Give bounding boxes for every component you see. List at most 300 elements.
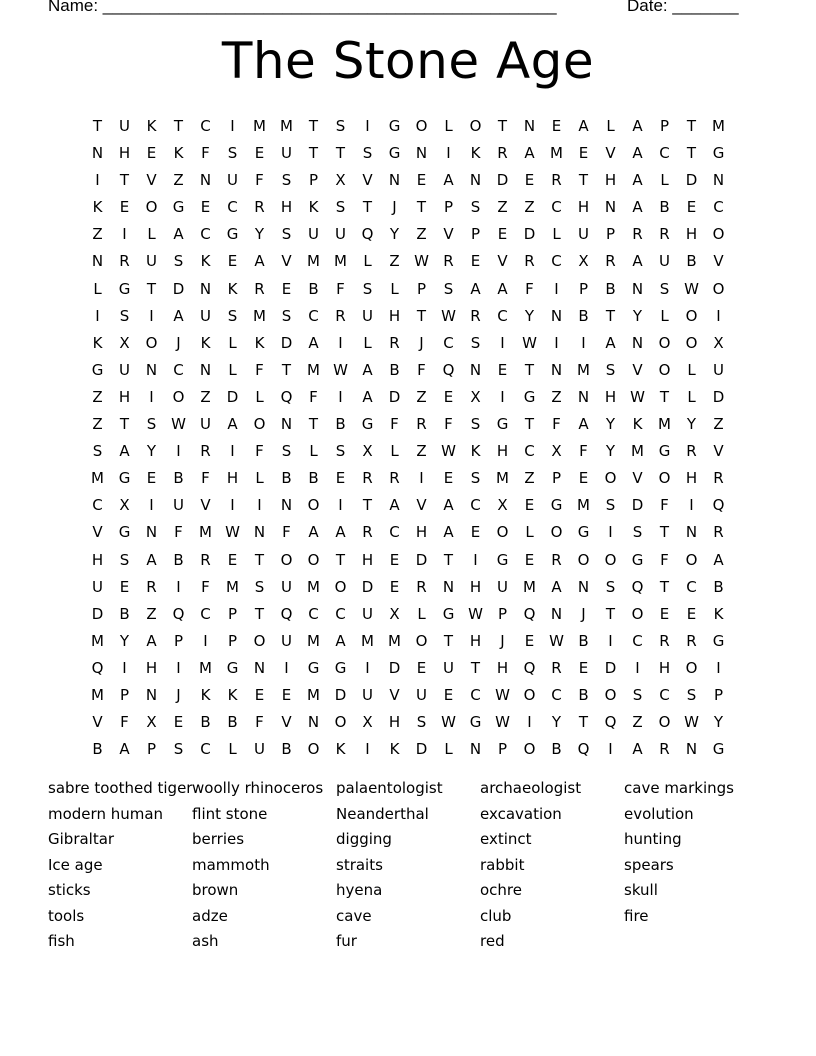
- grid-letter: L: [228, 360, 237, 379]
- grid-letter: M: [307, 252, 320, 271]
- grid-letter: V: [389, 685, 400, 704]
- grid-letter: Y: [632, 306, 643, 325]
- grid-letter: F: [525, 279, 534, 298]
- grid-letter: I: [203, 631, 208, 650]
- grid-letter: D: [388, 387, 401, 406]
- grid-letter: A: [632, 198, 643, 217]
- grid-letter: U: [254, 740, 265, 759]
- grid-letter: Q: [523, 604, 536, 623]
- grid-letter: C: [200, 604, 211, 623]
- grid-letter: M: [199, 523, 212, 542]
- grid-letter: T: [443, 631, 454, 650]
- grid-letter: E: [578, 658, 589, 677]
- grid-letter: R: [416, 577, 427, 596]
- grid-letter: B: [308, 469, 319, 488]
- grid-letter: D: [685, 171, 698, 190]
- grid-letter: M: [712, 117, 725, 135]
- grid-letter: S: [119, 550, 130, 569]
- grid-letter: S: [686, 685, 697, 704]
- grid-row: [84, 547, 732, 574]
- grid-letter: Q: [523, 658, 536, 677]
- grid-letter: R: [470, 306, 481, 325]
- grid-letter: G: [118, 469, 131, 488]
- grid-letter: S: [605, 496, 616, 515]
- grid-letter: G: [712, 631, 725, 650]
- grid-letter: H: [685, 225, 698, 244]
- grid-letter: W: [495, 685, 510, 704]
- grid-letter: R: [659, 225, 670, 244]
- word-item: brown: [192, 881, 239, 899]
- grid-letter: N: [199, 360, 212, 379]
- grid-letter: W: [414, 252, 429, 271]
- grid-letter: I: [176, 658, 181, 677]
- grid-letter: I: [500, 387, 505, 406]
- grid-letter: R: [389, 333, 400, 352]
- grid-letter: A: [605, 333, 616, 352]
- grid-row: [84, 357, 732, 384]
- grid-letter: E: [146, 469, 157, 488]
- grid-row: [84, 628, 732, 655]
- grid-letter: F: [174, 523, 183, 542]
- grid-letter: T: [686, 117, 697, 135]
- grid-letter: M: [91, 631, 104, 650]
- grid-letter: N: [550, 306, 563, 325]
- grid-letter: E: [416, 171, 427, 190]
- grid-letter: S: [227, 306, 238, 325]
- grid-letter: N: [145, 523, 158, 542]
- grid-letter: K: [470, 442, 481, 461]
- grid-letter: T: [605, 306, 616, 325]
- grid-letter: F: [255, 360, 264, 379]
- grid-letter: H: [415, 523, 428, 542]
- grid-letter: I: [284, 658, 289, 677]
- grid-letter: A: [146, 631, 157, 650]
- grid-letter: P: [227, 631, 238, 650]
- grid-letter: N: [523, 117, 536, 135]
- grid-letter: N: [469, 360, 482, 379]
- grid-letter: B: [389, 360, 400, 379]
- grid-letter: P: [308, 171, 319, 190]
- grid-letter: T: [173, 117, 184, 135]
- grid-letter: W: [630, 387, 645, 406]
- grid-letter: J: [392, 198, 397, 217]
- grid-letter: N: [685, 523, 698, 542]
- grid-letter: K: [200, 685, 211, 704]
- grid-letter: G: [361, 415, 374, 434]
- grid-letter: L: [228, 333, 237, 352]
- grid-letter: A: [308, 333, 319, 352]
- grid-letter: A: [443, 523, 454, 542]
- grid-letter: R: [146, 577, 157, 596]
- grid-letter: A: [632, 144, 643, 163]
- grid-letter: I: [338, 333, 343, 352]
- grid-letter: U: [497, 577, 508, 596]
- grid-letter: K: [200, 252, 211, 271]
- word-column: [192, 776, 336, 955]
- grid-letter: F: [309, 387, 318, 406]
- grid-letter: N: [388, 171, 401, 190]
- grid-letter: G: [334, 658, 347, 677]
- grid-letter: R: [659, 740, 670, 759]
- grid-letter: V: [92, 713, 103, 732]
- word-item: tools: [48, 906, 85, 925]
- grid-letter: E: [524, 171, 535, 190]
- word-item: ochre: [480, 881, 522, 899]
- grid-letter: G: [91, 360, 104, 379]
- grid-letter: L: [93, 279, 102, 298]
- grid-letter: Q: [280, 604, 293, 623]
- grid-letter: O: [307, 550, 320, 569]
- grid-letter: A: [632, 252, 643, 271]
- grid-letter: Z: [497, 198, 508, 217]
- grid-letter: E: [524, 631, 535, 650]
- grid-row: [84, 574, 732, 601]
- grid-letter: I: [230, 442, 235, 461]
- grid-row: [84, 303, 732, 330]
- grid-letter: N: [442, 577, 455, 596]
- grid-letter: K: [92, 198, 103, 217]
- grid-letter: T: [524, 360, 535, 379]
- grid-letter: N: [550, 604, 563, 623]
- grid-letter: R: [497, 144, 508, 163]
- grid-letter: M: [334, 252, 347, 271]
- grid-row: [84, 492, 732, 519]
- grid-letter: L: [255, 387, 264, 406]
- grid-letter: Z: [416, 225, 427, 244]
- grid-letter: S: [362, 279, 373, 298]
- grid-letter: U: [308, 225, 319, 244]
- grid-letter: S: [281, 225, 292, 244]
- grid-letter: E: [686, 604, 697, 623]
- grid-letter: X: [389, 604, 400, 623]
- grid-letter: L: [660, 306, 669, 325]
- grid-letter: M: [523, 577, 536, 596]
- grid-letter: R: [632, 225, 643, 244]
- word-item: fish: [48, 932, 75, 950]
- grid-letter: Q: [172, 604, 185, 623]
- grid-letter: O: [334, 713, 347, 732]
- grid-letter: L: [363, 252, 372, 271]
- word-item: Neanderthal: [336, 804, 429, 823]
- grid-letter: U: [200, 415, 211, 434]
- grid-letter: A: [119, 442, 130, 461]
- grid-letter: G: [388, 117, 401, 135]
- grid-letter: S: [632, 685, 643, 704]
- grid-letter: I: [473, 550, 478, 569]
- grid-letter: O: [469, 117, 482, 135]
- grid-letter: V: [632, 469, 643, 488]
- grid-letter: C: [389, 523, 400, 542]
- grid-letter: O: [658, 469, 671, 488]
- grid-letter: A: [254, 252, 265, 271]
- grid-letter: U: [200, 306, 211, 325]
- grid-letter: E: [524, 496, 535, 515]
- grid-letter: K: [173, 144, 184, 163]
- grid-letter: V: [632, 360, 643, 379]
- grid-letter: B: [605, 279, 616, 298]
- grid-letter: S: [335, 442, 346, 461]
- grid-letter: U: [227, 171, 238, 190]
- grid-letter: C: [308, 306, 319, 325]
- grid-letter: D: [280, 333, 293, 352]
- word-item: hyena: [336, 881, 383, 899]
- grid-letter: L: [444, 117, 453, 135]
- grid-letter: V: [443, 225, 454, 244]
- word-item: woolly rhinoceros: [192, 779, 324, 797]
- grid-letter: N: [199, 171, 212, 190]
- grid-letter: R: [335, 306, 346, 325]
- grid-letter: B: [551, 740, 562, 759]
- grid-letter: R: [659, 631, 670, 650]
- grid-letter: K: [254, 333, 265, 352]
- grid-letter: F: [660, 550, 669, 569]
- grid-letter: U: [281, 577, 292, 596]
- word-column: [480, 776, 624, 955]
- grid-letter: O: [307, 496, 320, 515]
- grid-row: [84, 248, 732, 275]
- grid-letter: U: [119, 360, 130, 379]
- grid-letter: S: [281, 442, 292, 461]
- grid-letter: H: [118, 144, 131, 163]
- grid-letter: A: [173, 306, 184, 325]
- grid-letter: C: [92, 496, 103, 515]
- grid-letter: T: [308, 117, 319, 135]
- grid-letter: M: [550, 144, 563, 163]
- grid-letter: G: [658, 442, 671, 461]
- grid-letter: H: [604, 171, 617, 190]
- grid-letter: I: [149, 306, 154, 325]
- grid-letter: Y: [119, 631, 130, 650]
- grid-letter: I: [419, 469, 424, 488]
- grid-row: [84, 384, 732, 411]
- grid-letter: S: [632, 523, 643, 542]
- grid-letter: B: [92, 740, 103, 759]
- grid-letter: P: [497, 604, 508, 623]
- grid-letter: V: [497, 252, 508, 271]
- grid-letter: E: [200, 198, 211, 217]
- grid-letter: I: [608, 740, 613, 759]
- grid-letter: O: [550, 523, 563, 542]
- grid-letter: V: [200, 496, 211, 515]
- grid-letter: N: [604, 198, 617, 217]
- grid-letter: D: [631, 496, 644, 515]
- grid-letter: B: [119, 604, 130, 623]
- word-item: Gibraltar: [48, 830, 115, 848]
- grid-letter: N: [199, 279, 212, 298]
- grid-letter: K: [632, 415, 643, 434]
- grid-letter: U: [281, 631, 292, 650]
- grid-letter: U: [173, 496, 184, 515]
- grid-letter: I: [446, 144, 451, 163]
- grid-letter: F: [336, 279, 345, 298]
- grid-letter: X: [119, 333, 130, 352]
- word-list: [48, 776, 768, 955]
- word-item: modern human: [48, 804, 164, 823]
- word-item: ash: [192, 932, 219, 950]
- grid-letter: I: [554, 333, 559, 352]
- grid-letter: E: [254, 144, 265, 163]
- grid-letter: C: [551, 685, 562, 704]
- grid-letter: M: [253, 306, 266, 325]
- grid-letter: L: [255, 469, 264, 488]
- grid-letter: B: [578, 306, 589, 325]
- word-item: straits: [336, 855, 383, 874]
- grid-letter: U: [578, 225, 589, 244]
- grid-letter: Z: [92, 225, 103, 244]
- grid-letter: K: [713, 604, 724, 623]
- grid-letter: Z: [173, 171, 184, 190]
- grid-letter: W: [684, 713, 699, 732]
- grid-letter: C: [551, 252, 562, 271]
- grid-letter: H: [577, 198, 590, 217]
- grid-letter: E: [686, 198, 697, 217]
- grid-letter: W: [333, 360, 348, 379]
- grid-letter: S: [227, 144, 238, 163]
- grid-letter: B: [578, 631, 589, 650]
- word-item: digging: [336, 830, 392, 848]
- grid-letter: M: [658, 415, 671, 434]
- grid-letter: I: [230, 117, 235, 135]
- grid-row: [84, 330, 732, 357]
- grid-letter: N: [631, 279, 644, 298]
- grid-letter: L: [363, 333, 372, 352]
- grid-letter: P: [551, 469, 562, 488]
- grid-letter: P: [659, 117, 670, 135]
- grid-letter: K: [92, 333, 103, 352]
- grid-letter: L: [687, 360, 696, 379]
- grid-letter: E: [281, 685, 292, 704]
- grid-letter: R: [119, 252, 130, 271]
- grid-letter: T: [92, 117, 103, 135]
- grid-letter: R: [605, 252, 616, 271]
- grid-letter: G: [442, 604, 455, 623]
- grid-letter: F: [390, 415, 399, 434]
- grid-letter: O: [577, 550, 590, 569]
- grid-letter: C: [227, 198, 238, 217]
- grid-letter: U: [713, 360, 724, 379]
- grid-letter: Z: [524, 198, 535, 217]
- grid-letter: B: [335, 415, 346, 434]
- grid-letter: A: [119, 740, 130, 759]
- grid-letter: A: [443, 496, 454, 515]
- grid-letter: Z: [416, 442, 427, 461]
- grid-letter: E: [659, 604, 670, 623]
- grid-letter: O: [172, 387, 185, 406]
- grid-letter: O: [712, 279, 725, 298]
- grid-letter: S: [470, 198, 481, 217]
- grid-letter: A: [551, 577, 562, 596]
- grid-letter: A: [443, 171, 454, 190]
- grid-letter: D: [172, 279, 185, 298]
- grid-letter: Q: [280, 387, 293, 406]
- grid-letter: D: [604, 658, 617, 677]
- grid-letter: R: [254, 198, 265, 217]
- grid-letter: Y: [551, 713, 562, 732]
- grid-letter: W: [468, 604, 483, 623]
- grid-letter: I: [257, 496, 262, 515]
- grid-letter: N: [415, 144, 428, 163]
- grid-letter: T: [335, 144, 346, 163]
- word-item: club: [480, 906, 512, 925]
- name-field-label: Name: ________________________________________________: [48, 0, 557, 15]
- grid-letter: P: [605, 225, 616, 244]
- grid-letter: I: [95, 171, 100, 190]
- grid-letter: I: [608, 523, 613, 542]
- grid-letter: H: [91, 550, 104, 569]
- grid-letter: A: [632, 171, 643, 190]
- word-item: hunting: [624, 830, 682, 848]
- grid-letter: W: [171, 415, 186, 434]
- grid-letter: E: [443, 685, 454, 704]
- grid-row: [84, 709, 732, 736]
- grid-letter: E: [416, 658, 427, 677]
- grid-letter: B: [173, 469, 184, 488]
- grid-letter: K: [335, 740, 346, 759]
- grid-letter: L: [228, 740, 237, 759]
- grid-letter: S: [173, 252, 184, 271]
- grid-letter: T: [605, 604, 616, 623]
- grid-letter: H: [118, 387, 131, 406]
- grid-letter: C: [200, 225, 211, 244]
- grid-letter: W: [684, 279, 699, 298]
- grid-letter: F: [255, 713, 264, 732]
- grid-letter: I: [95, 306, 100, 325]
- word-item: red: [480, 932, 505, 950]
- grid-letter: H: [604, 387, 617, 406]
- grid-row: [84, 736, 732, 763]
- grid-letter: E: [254, 685, 265, 704]
- grid-letter: A: [362, 360, 373, 379]
- grid-letter: W: [495, 713, 510, 732]
- grid-letter: G: [496, 415, 509, 434]
- grid-letter: T: [686, 144, 697, 163]
- grid-letter: R: [551, 171, 562, 190]
- grid-letter: J: [176, 685, 181, 704]
- grid-letter: O: [523, 740, 536, 759]
- grid-letter: N: [253, 658, 266, 677]
- grid-letter: T: [362, 198, 373, 217]
- grid-letter: R: [443, 252, 454, 271]
- grid-letter: F: [255, 171, 264, 190]
- grid-letter: Q: [442, 360, 455, 379]
- grid-letter: D: [361, 577, 374, 596]
- grid-letter: Y: [524, 306, 535, 325]
- grid-letter: H: [658, 658, 671, 677]
- grid-letter: F: [552, 415, 561, 434]
- grid-letter: N: [280, 496, 293, 515]
- grid-letter: B: [173, 550, 184, 569]
- grid-letter: I: [122, 225, 127, 244]
- grid-letter: H: [469, 631, 482, 650]
- grid-letter: Y: [254, 225, 265, 244]
- grid-letter: P: [713, 685, 724, 704]
- grid-letter: A: [497, 279, 508, 298]
- grid-letter: N: [145, 360, 158, 379]
- grid-letter: E: [281, 279, 292, 298]
- grid-letter: T: [470, 658, 481, 677]
- grid-letter: C: [713, 198, 724, 217]
- grid-letter: Q: [91, 658, 104, 677]
- grid-letter: T: [146, 279, 157, 298]
- grid-row: [84, 276, 732, 303]
- grid-letter: N: [145, 685, 158, 704]
- grid-letter: C: [470, 685, 481, 704]
- grid-letter: V: [713, 442, 724, 461]
- grid-letter: F: [201, 144, 210, 163]
- date-field-label: Date: _______: [627, 0, 739, 15]
- grid-letter: H: [496, 442, 509, 461]
- grid-letter: C: [200, 740, 211, 759]
